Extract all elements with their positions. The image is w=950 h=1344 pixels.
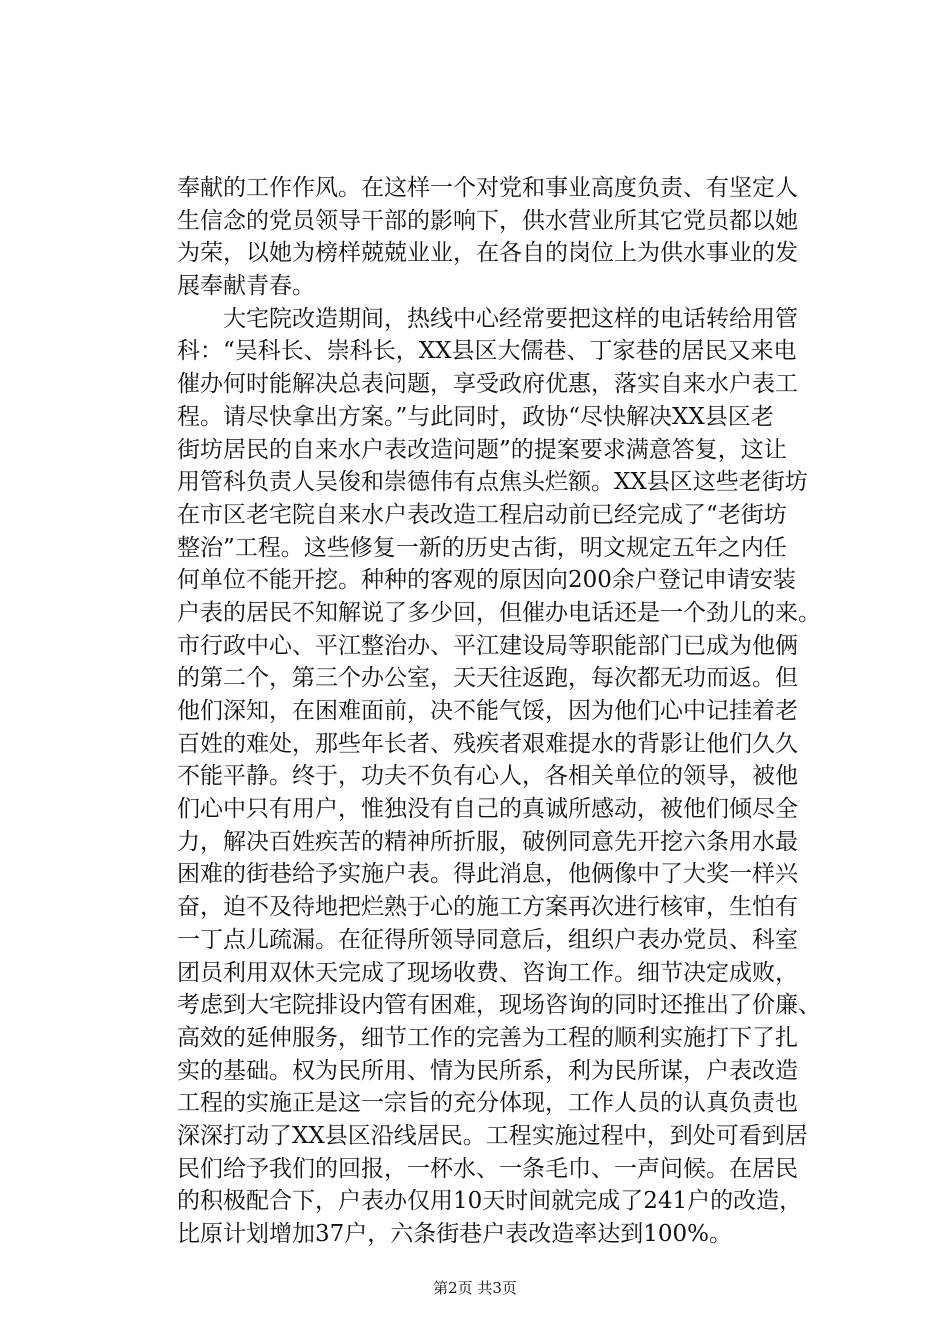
text-line: 奉献的工作作风。在这样一个对党和事业高度负责、有坚定人 [177, 175, 798, 201]
text-line: 科：“吴科长、崇科长，XX县区大儒巷、丁家巷的居民又来电 [177, 338, 797, 365]
text-line: 大宅院改造期间，热线中心经常要把这样的电话转给用管 [177, 305, 798, 332]
text-line: 用管科负责人吴俊和崇德伟有点焦头烂额。XX县区这些老街坊 [177, 469, 808, 496]
text-line: 实的基础。权为民所用、情为民所系，利为民所谋，户表改造 [177, 1057, 798, 1084]
body-text [177, 172, 821, 1251]
text-line: 何单位不能开挖。种种的客观的原因向200余户登记申请安装 [177, 567, 796, 594]
text-line: 民们给予我们的回报，一杯水、一条毛巾、一声问候。在居民 [177, 1155, 798, 1182]
text-line: 的第二个，第三个办公室，天天往返跑，每次都无功而返。但 [177, 665, 798, 692]
text-line: 他们深知，在困难面前，决不能气馁，因为他们心中记挂着老 [177, 698, 798, 724]
text-line: 户表的居民不知解说了多少回，但催办电话还是一个劲儿的来。 [177, 599, 821, 626]
text-line: 催办何时能解决总表问题，享受政府优惠，落实自来水户表工 [177, 371, 798, 398]
text-line: 展奉献青春。 [177, 273, 315, 300]
text-line: 街坊居民的自来水户表改造问题”的提案要求满意答复，这让 [177, 436, 787, 463]
text-line: 不能平静。终于，功夫不负有心人，各相关单位的领导，被他 [177, 763, 798, 790]
text-line: 一丁点儿疏漏。在征得所领导同意后，组织户表办党员、科室 [177, 926, 798, 953]
text-line: 高效的延伸服务，细节工作的完善为工程的顺利实施打下了扎 [177, 1024, 798, 1051]
text-line: 力，解决百姓疾苦的精神所折服，破例同意先开挖六条用水最 [177, 828, 798, 855]
page-number-footer: 第2页 共3页 [433, 1279, 517, 1297]
text-line: 困难的街巷给予实施户表。得此消息，他俩像中了大奖一样兴 [177, 861, 798, 888]
text-line: 比原计划增加37户，六条街巷户表改造率达到100%。 [177, 1221, 733, 1247]
text-line: 们心中只有用户，惟独没有自己的真诚所感动，被他们倾尽全 [177, 796, 798, 823]
text-line: 整治”工程。这些修复一新的历史古街，明文规定五年之内任 [177, 534, 787, 561]
text-line: 百姓的难处，那些年长者、残疾者艰难提水的背影让他们久久 [177, 730, 798, 757]
text-line: 考虑到大宅院排设内管有困难，现场咨询的同时还推出了价廉、 [177, 992, 821, 1019]
text-line: 团员利用双休天完成了现场收费、咨询工作。细节决定成败， [177, 959, 798, 986]
text-line: 市行政中心、平江整治办、平江建设局等职能部门已成为他俩 [177, 632, 798, 659]
text-line: 程。请尽快拿出方案。”与此同时，政协“尽快解决XX县区老 [177, 403, 774, 430]
text-line: 奋，迫不及待地把烂熟于心的施工方案再次进行核审，生怕有 [177, 894, 798, 921]
text-line: 在市区老宅院自来水户表改造工程启动前已经完成了“老街坊 [177, 501, 787, 528]
text-line: 深深打动了XX县区沿线居民。工程实施过程中，到处可看到居 [177, 1122, 808, 1149]
text-line: 的积极配合下，户表办仅用10天时间就完成了241户的改造， [177, 1188, 803, 1215]
text-line: 生信念的党员领导干部的影响下，供水营业所其它党员都以她 [177, 207, 798, 234]
text-line: 工程的实施正是这一宗旨的充分体现，工作人员的认真负责也 [177, 1090, 798, 1117]
text-line: 为荣，以她为榜样兢兢业业，在各自的岗位上为供水事业的发 [177, 240, 798, 267]
